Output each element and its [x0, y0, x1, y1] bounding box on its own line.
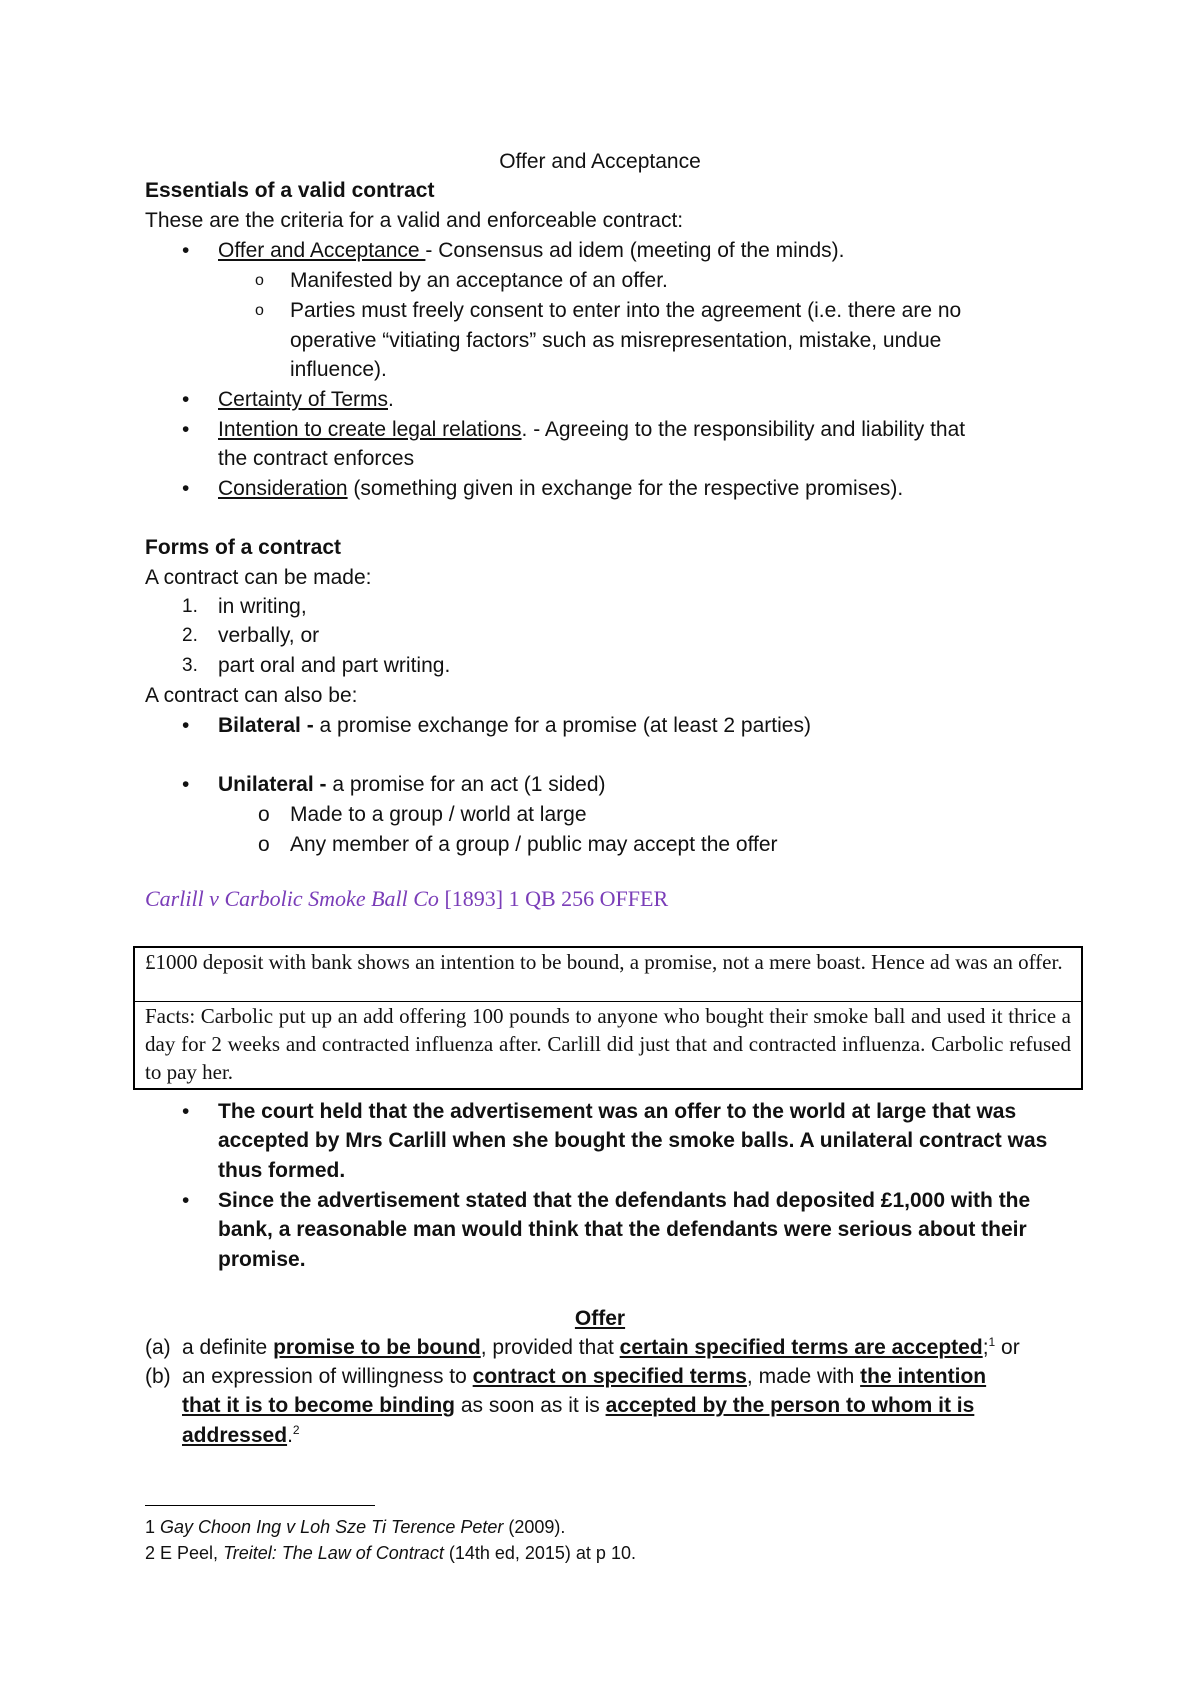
bullet-marker: •: [182, 388, 190, 411]
case-name: Carlill v Carbolic Smoke Ball Co: [145, 886, 439, 911]
numbered-item: part oral and part writing.: [218, 654, 451, 677]
circle-marker: o: [258, 803, 270, 826]
term-certainty: Certainty of Terms: [218, 388, 388, 411]
def-text: .: [287, 1424, 293, 1447]
def-text: an expression of willingness to: [182, 1365, 473, 1388]
def-text: , provided that: [480, 1336, 620, 1359]
def-emphasis: accepted by the person to whom it is: [605, 1394, 975, 1417]
sub-item: Parties must freely consent to enter into the agreement (i.e. there are no: [290, 299, 962, 322]
offer-heading: Offer: [574, 1307, 626, 1330]
holding-line: thus formed.: [218, 1159, 346, 1182]
item-text: - Consensus ad idem (meeting of the minds).: [425, 239, 845, 262]
term-offer-acceptance: Offer and Acceptance: [218, 239, 426, 262]
def-text: a definite: [182, 1336, 274, 1359]
footnote-2: [145, 1541, 636, 1565]
item-text: a promise for an act (1 sided): [326, 773, 606, 796]
number-marker: 1.: [182, 596, 198, 617]
bullet-marker: •: [182, 239, 190, 262]
def-emphasis: addressed: [182, 1424, 288, 1447]
term-unilateral: Unilateral -: [218, 773, 327, 796]
def-emphasis: promise to be bound: [273, 1336, 481, 1359]
footnote-author: E Peel,: [160, 1543, 224, 1563]
bullet-marker: •: [182, 1100, 190, 1123]
holding-line: Since the advertisement stated that the defendants had deposited £1,000 with the: [218, 1189, 1031, 1212]
holding-emphasis: a reasonable man would think that the defendants were serious about their: [278, 1218, 1027, 1241]
bullet-marker: •: [182, 773, 190, 796]
holding-text: bank,: [218, 1218, 279, 1241]
forms-intro: A contract can be made:: [145, 566, 372, 589]
def-text: ;: [982, 1336, 989, 1359]
list-item: [218, 385, 394, 414]
footnote-case: Gay Choon Ing v Loh Sze Ti Terence Peter: [160, 1517, 504, 1537]
bullet-marker: •: [182, 1189, 190, 1212]
sub-item: Manifested by an acceptance of an offer.: [290, 269, 668, 292]
def-emphasis: the intention: [860, 1365, 987, 1388]
def-emphasis: certain specified terms are accepted: [619, 1336, 983, 1359]
holding-line: accepted by Mrs Carlill when she bought the smoke balls. A unilateral contract was: [218, 1129, 1048, 1152]
list-item: [218, 770, 606, 799]
list-item: [218, 711, 811, 740]
sub-item-cont: influence).: [290, 358, 387, 381]
holding-line: [218, 1215, 1027, 1244]
bullet-marker: •: [182, 714, 190, 737]
offer-def-b-cont: [182, 1421, 300, 1450]
item-text: a promise exchange for a promise (at least 2 parties): [313, 714, 811, 737]
list-item-cont: the contract enforces: [218, 447, 415, 470]
list-item: [218, 415, 965, 444]
circle-marker: o: [255, 272, 264, 289]
section-heading-forms: Forms of a contract: [145, 536, 342, 559]
def-text: , made with: [746, 1365, 861, 1388]
para-label-a: (a): [145, 1336, 171, 1359]
sub-item: Made to a group / world at large: [290, 803, 587, 826]
offer-def-a: [182, 1333, 1020, 1362]
numbered-item: verbally, or: [218, 624, 320, 647]
forms-intro-2: A contract can also be:: [145, 684, 358, 707]
item-text: (something given in exchange for the respective promises).: [347, 477, 904, 500]
list-item: [218, 236, 844, 265]
circle-marker: o: [258, 833, 270, 856]
footnote-text: (2009).: [503, 1517, 566, 1537]
sub-item-cont: operative “vitiating factors” such as misrepresentation, mistake, undue: [290, 329, 942, 352]
footnote-divider: [145, 1505, 375, 1506]
list-item: [218, 474, 903, 503]
footnote-1: [145, 1515, 565, 1539]
section-heading-essentials: Essentials of a valid contract: [145, 179, 435, 202]
para-label-b: (b): [145, 1365, 171, 1388]
footnote-ref[interactable]: 1: [988, 1335, 996, 1349]
number-marker: 3.: [182, 655, 198, 676]
term-bilateral: Bilateral -: [218, 714, 314, 737]
number-marker: 2.: [182, 625, 198, 646]
footnote-ref[interactable]: 2: [292, 1423, 300, 1437]
holding-line: The court held that the advertisement was an offer to the world at large that was: [218, 1100, 1017, 1123]
def-text: as soon as it is: [455, 1394, 606, 1417]
term-consideration: Consideration: [218, 477, 348, 500]
case-ratio-box: £1000 deposit with bank shows an intention to be bound, a promise, not a mere boast. Hence ad was an offer.: [133, 946, 1083, 1002]
def-emphasis: that it is to become binding: [182, 1394, 455, 1417]
bullet-marker: •: [182, 477, 190, 500]
def-emphasis: contract on specified terms: [472, 1365, 747, 1388]
footnote-number: 2: [145, 1543, 161, 1563]
page-title: Offer and Acceptance: [499, 150, 701, 173]
circle-marker: o: [255, 302, 264, 319]
footnote-book: Treitel: The Law of Contract: [223, 1543, 444, 1563]
item-text: . - Agreeing to the responsibility and liability that: [521, 418, 966, 441]
offer-def-b-cont: [182, 1391, 974, 1420]
def-text: or: [995, 1336, 1020, 1359]
holding-line: promise.: [218, 1248, 306, 1271]
case-facts-box: Facts: Carbolic put up an add offering 100 pounds to anyone who bought their smoke ball and used it thrice a day for 2 weeks and contracted influenza after. Carlill did just that and contracted influenza. Carbolic refused to pay her.: [133, 1001, 1083, 1090]
term-intention: Intention to create legal relations: [218, 418, 522, 441]
item-text: .: [388, 388, 394, 411]
offer-def-b: [182, 1362, 986, 1391]
footnote-number: 1: [145, 1517, 161, 1537]
footnote-text: (14th ed, 2015) at p 10.: [443, 1543, 636, 1563]
essentials-intro: These are the criteria for a valid and enforceable contract:: [145, 209, 684, 232]
sub-item: Any member of a group / public may accept the offer: [290, 833, 778, 856]
case-citation: [1893] 1 QB 256 OFFER: [438, 886, 669, 911]
numbered-item: in writing,: [218, 595, 307, 618]
case-heading: [145, 886, 668, 912]
bullet-marker: •: [182, 418, 190, 441]
